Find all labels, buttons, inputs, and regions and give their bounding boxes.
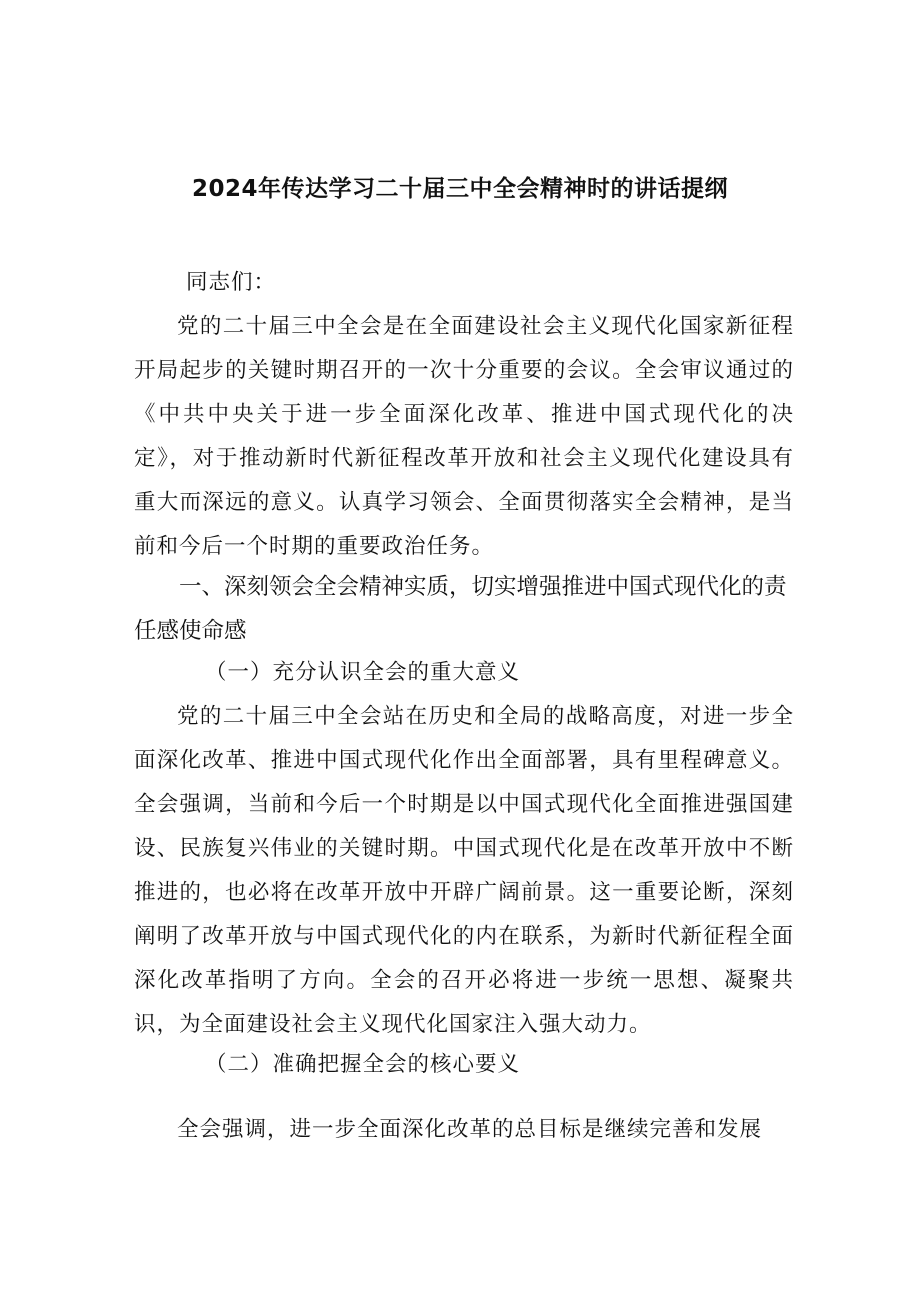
greeting-text: 同志们： [186,270,277,295]
subsection-1-heading: （一）充分认识全会的重大意义 [205,660,521,685]
subsection-1-paragraph: 党的二十届三中全会站在历史和全局的战略高度，对进一步全面深化改革、推进中国式现代化作出全面部署，具有里程碑意义。全会强调，当前和今后一个时期是以中国式现代化全面推进强国建设、民族复兴伟业的关键时期。中国式现代化是在改革开放中不断推进的，也必将在改革开放中开辟广阔前景。这一重要论断，深刻阐明了改革开放与中国式现代化的内在联系，为新时代新征程全面深化改革指明了方向。全会的召开必将进一步统一思想、凝聚共识，为全面建设社会主义现代化国家注入强大动力。 [134,704,794,1037]
subsection-2-heading: （二）准确把握全会的核心要义 [205,1052,521,1077]
document-title: 2024年传达学习二十届三中全会精神时的讲话提纲 [191,176,728,202]
section-1-heading: 一、深刻领会全会精神实质，切实增强推进中国式现代化的责任感使命感 [134,574,787,644]
subsection-2-paragraph: 全会强调，进一步全面深化改革的总目标是继续完善和发展 [177,1117,763,1142]
intro-paragraph: 党的二十届三中全会是在全面建设社会主义现代化国家新征程开局起步的关键时期召开的一次十分重要的会议。全会审议通过的《中共中央关于进一步全面深化改革、推进中国式现代化的决定》，对于推动新时代新征程改革开放和社会主义现代化建设具有重大而深远的意义。认真学习领会、全面贯彻落实全会精神，是当前和今后一个时期的重要政治任务。 [134,314,794,559]
